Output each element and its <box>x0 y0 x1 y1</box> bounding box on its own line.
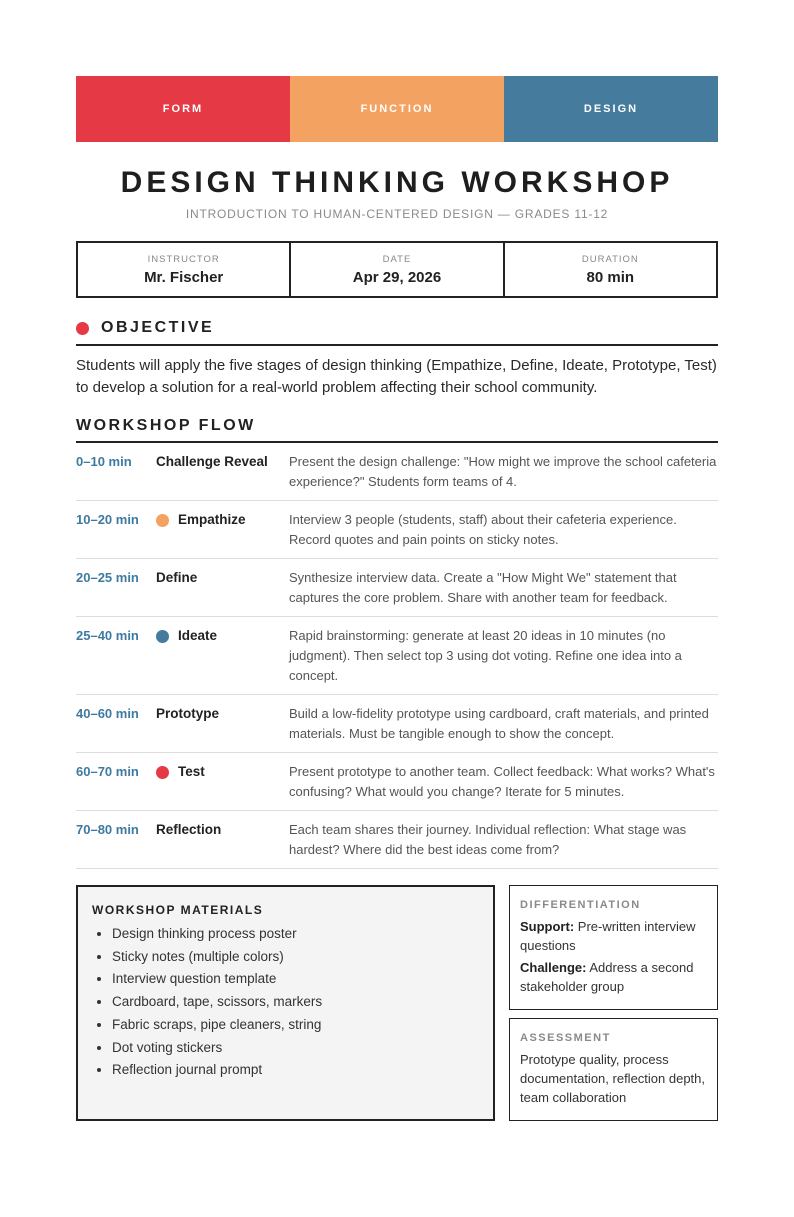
flow-time: 20–25 min <box>76 570 139 585</box>
section-title: OBJECTIVE <box>101 319 215 336</box>
challenge-value: Address a second stakeholder group <box>520 960 694 994</box>
section-title: WORKSHOP FLOW <box>76 417 256 434</box>
flow-stage <box>156 452 289 492</box>
flow-description: Present the design challenge: "How might we improve the school cafeteria experience?" Students form teams of 4. <box>289 454 717 489</box>
flow-stage <box>156 510 289 550</box>
header-bands <box>76 76 718 142</box>
flow-description: Each team shares their journey. Individual reflection: What stage was hardest? Where did the best ideas come from? <box>289 822 687 857</box>
list-item: • Sticky notes (multiple colors) <box>112 946 479 969</box>
stage-label: Define <box>156 570 198 585</box>
flow-row <box>76 443 718 501</box>
stage-label: Test <box>178 764 205 779</box>
materials-title: WORKSHOP MATERIALS <box>92 903 264 917</box>
flow-stage <box>156 820 289 860</box>
flow-heading <box>76 417 718 443</box>
list-item: • Interview question template <box>112 968 479 991</box>
blue-dot-icon <box>156 630 169 643</box>
support-value: Pre-written interview questions <box>520 919 696 953</box>
flow-time: 0–10 min <box>76 454 132 469</box>
flow-row <box>76 753 718 811</box>
side-column <box>509 885 718 1121</box>
meta-table <box>76 241 718 298</box>
meta-value: Mr. Fischer <box>144 268 224 286</box>
assessment-title: ASSESSMENT <box>520 1032 611 1044</box>
flow-time: 10–20 min <box>76 512 139 527</box>
objective-text: Students will apply the five stages of design thinking (Empathize, Define, Ideate, Prototype, Test) to develop a solution for a real-world problem affecting their school community. <box>76 357 717 396</box>
flow-stage <box>156 704 289 744</box>
meta-label: DATE <box>382 253 412 265</box>
meta-duration <box>503 243 716 296</box>
page-title: DESIGN THINKING WORKSHOP <box>120 166 674 199</box>
flow-description: Synthesize interview data. Create a "How Might We" statement that captures the core problem. Share with another team for feedback. <box>289 570 677 605</box>
flow-stage <box>156 626 289 686</box>
meta-value: 80 min <box>586 268 635 286</box>
flow-description: Interview 3 people (students, staff) about their cafeteria experience. Record quotes and pain points on sticky notes. <box>289 512 677 547</box>
challenge-text <box>520 958 707 996</box>
flow-row <box>76 617 718 695</box>
flow-row <box>76 695 718 753</box>
stage-label: Reflection <box>156 822 222 837</box>
list-item: • Dot voting stickers <box>112 1037 479 1060</box>
flow-time: 40–60 min <box>76 706 139 721</box>
challenge-label: Challenge: <box>520 960 587 975</box>
flow-row <box>76 501 718 559</box>
objective-section <box>76 319 718 399</box>
flow-stage <box>156 568 289 608</box>
meta-label: DURATION <box>581 253 639 265</box>
band-design: DESIGN <box>504 76 718 142</box>
support-text <box>520 917 707 955</box>
red-dot-icon <box>156 766 169 779</box>
meta-label: INSTRUCTOR <box>147 253 220 265</box>
flow-time: 70–80 min <box>76 822 139 837</box>
stage-label: Ideate <box>178 628 218 643</box>
assessment-text: Prototype quality, process documentation, reflection depth, team collaboration <box>520 1052 706 1105</box>
assessment-box <box>509 1018 718 1121</box>
materials-box <box>76 885 495 1121</box>
band-function: FUNCTION <box>290 76 504 142</box>
flow-row <box>76 811 718 869</box>
list-item: • Cardboard, tape, scissors, markers <box>112 991 479 1014</box>
support-label: Support: <box>520 919 575 934</box>
list-item: • Reflection journal prompt <box>112 1059 479 1082</box>
meta-date <box>289 243 502 296</box>
flow-description: Build a low-fidelity prototype using cardboard, craft materials, and printed materials. Must be tangible enough to show the concept. <box>289 706 709 741</box>
differentiation-box <box>509 885 718 1010</box>
red-dot-icon <box>76 322 89 335</box>
stage-label: Empathize <box>178 512 246 527</box>
flow-description: Rapid brainstorming: generate at least 20 ideas in 10 minutes (no judgment). Then select top 3 using dot voting. Refine one idea into a concept. <box>289 628 682 683</box>
meta-value: Apr 29, 2026 <box>352 268 442 286</box>
workshop-flow-section <box>76 417 718 869</box>
materials-list <box>92 923 479 1082</box>
page-subtitle: INTRODUCTION TO HUMAN-CENTERED DESIGN — GRADES 11-12 <box>185 207 609 221</box>
flow-row <box>76 559 718 617</box>
list-item: • Fabric scraps, pipe cleaners, string <box>112 1014 479 1037</box>
flow-description: Present prototype to another team. Collect feedback: What works? What's confusing? What would you change? Iterate for 5 minutes. <box>289 764 715 799</box>
flow-stage <box>156 762 289 802</box>
meta-instructor <box>78 243 289 296</box>
differentiation-title: DIFFERENTIATION <box>520 899 641 911</box>
orange-dot-icon <box>156 514 169 527</box>
flow-time: 25–40 min <box>76 628 139 643</box>
stage-label: Challenge Reveal <box>156 454 268 469</box>
flow-time: 60–70 min <box>76 764 139 779</box>
band-form: FORM <box>76 76 290 142</box>
list-item: • Design thinking process poster <box>112 923 479 946</box>
objective-heading <box>76 319 718 346</box>
stage-label: Prototype <box>156 706 220 721</box>
bottom-section <box>76 885 718 1121</box>
lesson-plan-page <box>76 76 718 1121</box>
